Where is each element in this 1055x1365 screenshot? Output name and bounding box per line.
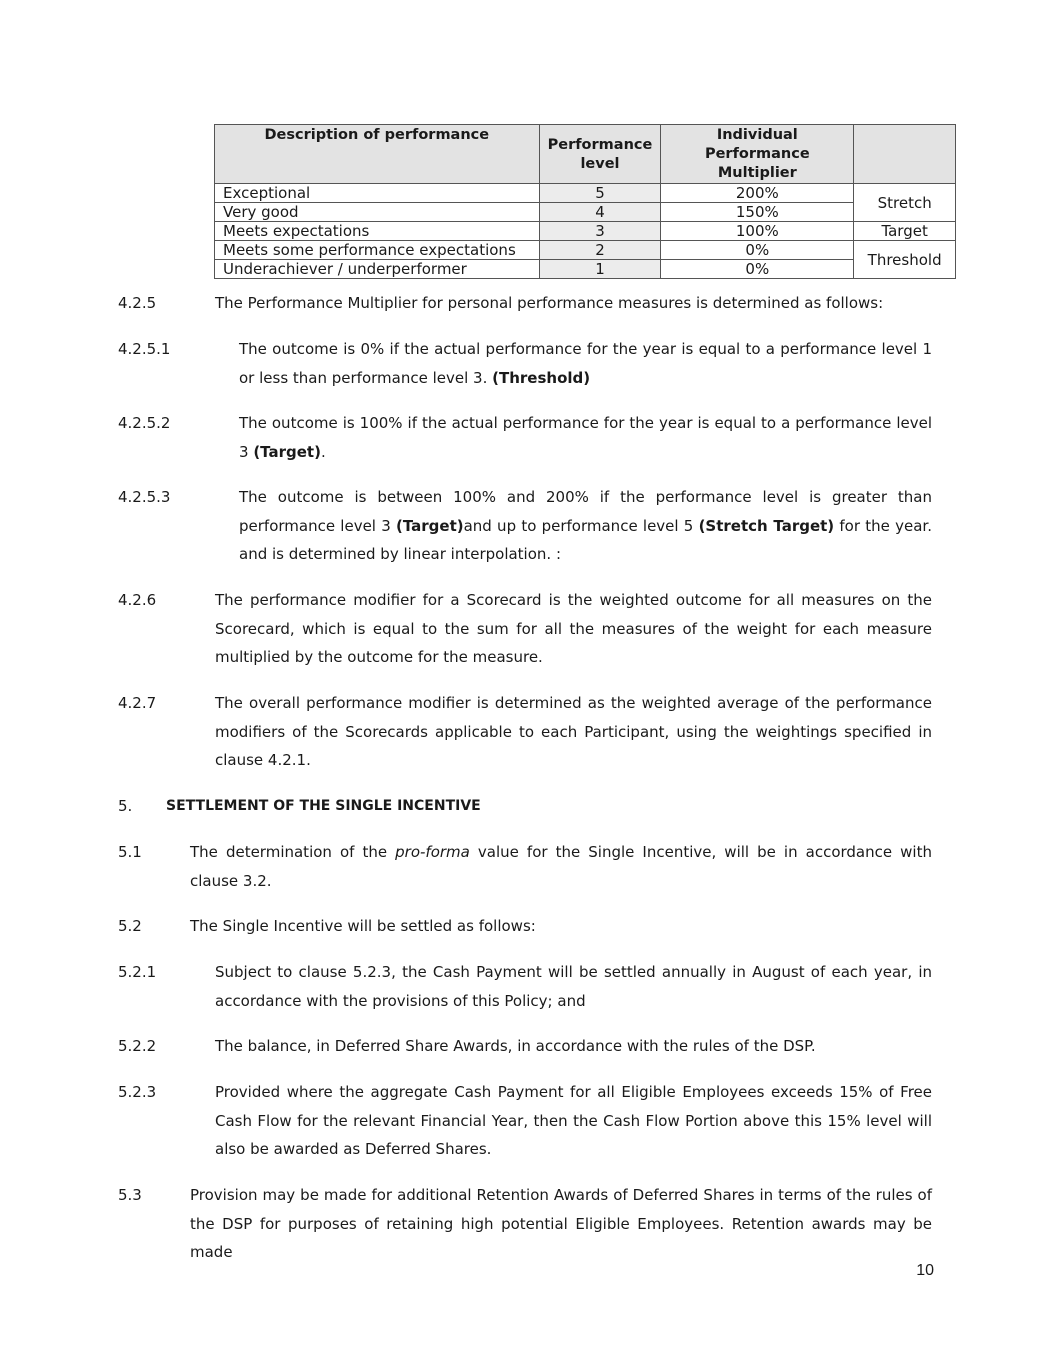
clause-text: The Performance Multiplier for personal performance measures is determined as follows: [215,294,884,312]
row-description: Exceptional [215,184,540,203]
clause-number: 5.2.3 [118,1083,157,1101]
clause-tail: . [320,442,326,461]
clause-number: 4.2.5.2 [118,414,171,432]
clause-body: for the year. and is determined by linear interpolation. : [239,516,932,563]
header-band [854,125,956,184]
clause-bold: (Target) [395,516,464,535]
section-number: 5. [118,797,133,815]
clause-text: Provided where the aggregate Cash Payment for all Eligible Employees exceeds 15% of Free Cash Flow for the relevant Financial Year, then the Cash Flow Portion above this 15% level will also be awarded as Deferred Shares. [215,1083,932,1158]
clause-body: The determination of the [190,843,388,861]
clause-number: 4.2.7 [118,694,157,712]
table-row [215,203,956,222]
clause-number: 5.1 [118,843,142,861]
clause-number: 5.2.1 [118,963,157,981]
clause-text [239,483,932,569]
band-threshold: Threshold [854,241,956,279]
clause-number: 5.3 [118,1186,142,1204]
clause-text: The Single Incentive will be settled as follows: [190,917,536,935]
row-description: Underachiever / underperformer [215,260,540,279]
row-multiplier: 0% [661,241,854,260]
clause-text [239,335,932,392]
clause-italic: pro-forma [395,843,470,861]
clause-number: 4.2.5 [118,294,157,312]
clause-bold: (Threshold) [492,368,591,387]
clause-body: The outcome is between 100% and 200% if the performance level is greater than performance level 3 [239,488,932,535]
clause-number: 4.2.5.3 [118,488,171,506]
section-heading: SETTLEMENT OF THE SINGLE INCENTIVE [166,798,481,814]
table-header-row [215,125,956,184]
row-level: 2 [539,241,661,260]
row-description: Meets some performance expectations [215,241,540,260]
table-row [215,260,956,279]
clause-number: 4.2.5.1 [118,340,171,358]
clause-text: Provision may be made for additional Retention Awards of Deferred Shares in terms of the rules of the DSP for purposes of retaining high potential Eligible Employees. Retention awards may be made [190,1186,932,1261]
row-level: 3 [539,222,661,241]
clause-bold: (Target) [253,442,321,461]
header-level: Performance level [539,125,661,184]
band-stretch: Stretch [854,184,956,222]
clause-number: 5.2 [118,917,142,935]
table-row [215,241,956,260]
table-row [215,222,956,241]
row-multiplier: 150% [661,203,854,222]
row-level: 1 [539,260,661,279]
clause-text: The performance modifier for a Scorecard is the weighted outcome for all measures on the Scorecard, which is equal to the sum for all the measures of the weight for each measure multiplied by the outcome for the measure. [215,591,932,666]
clause-body: and up to performance level 5 [463,516,694,535]
band-target: Target [854,222,956,241]
table-row [215,184,956,203]
clause-text [239,409,932,466]
clause-body: value for the Single Incentive, will be in accordance with clause 3.2. [190,843,932,890]
clause-number: 5.2.2 [118,1037,157,1055]
row-multiplier: 200% [661,184,854,203]
row-multiplier: 0% [661,260,854,279]
row-level: 4 [539,203,661,222]
performance-table [214,124,956,279]
clause-bold: (Stretch Target) [698,516,835,535]
header-multiplier: Individual Performance Multiplier [661,125,854,184]
page-number: 10 [916,1262,934,1279]
clause-body: The outcome is 100% if the actual performance for the year is equal to a performance level 3 [239,414,932,461]
clause-text: The overall performance modifier is determined as the weighted average of the performance modifiers of the Scorecards applicable to each Participant, using the weightings specified in clause 4.2.1. [215,694,932,769]
clause-number: 4.2.6 [118,591,157,609]
header-description: Description of performance [215,125,540,184]
row-multiplier: 100% [661,222,854,241]
clause-text: Subject to clause 5.2.3, the Cash Payment will be settled annually in August of each year, in accordance with the provisions of this Policy; and [215,963,932,1010]
row-level: 5 [539,184,661,203]
clause-text [190,838,932,895]
row-description: Meets expectations [215,222,540,241]
clause-text: The balance, in Deferred Share Awards, in accordance with the rules of the DSP. [215,1037,816,1055]
clause-body: The outcome is 0% if the actual performance for the year is equal to a performance level 1 or less than performance level 3. [239,340,932,387]
row-description: Very good [215,203,540,222]
